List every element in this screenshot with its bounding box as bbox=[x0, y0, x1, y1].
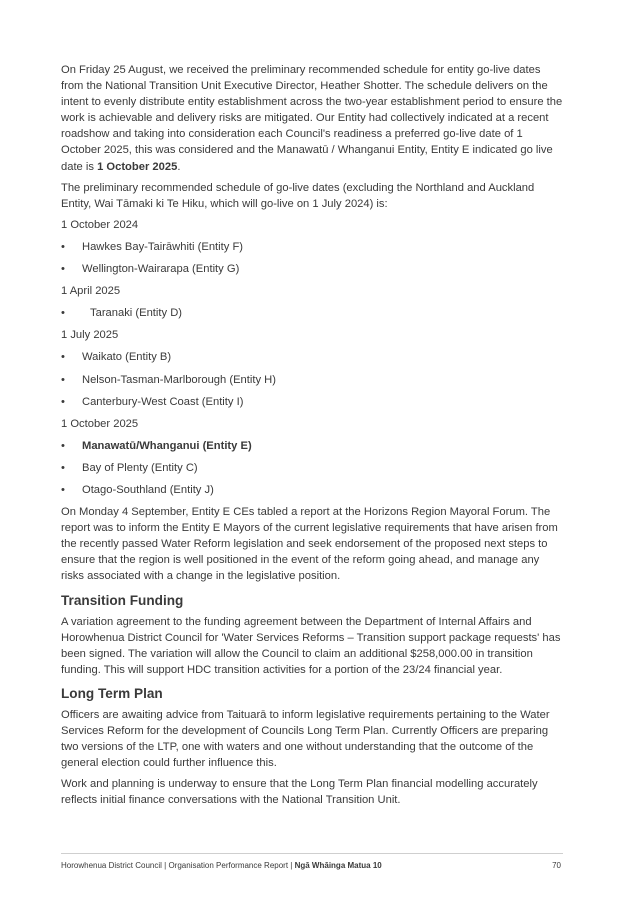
entity-name: Taranaki (Entity D) bbox=[90, 307, 183, 320]
bullet-icon: • bbox=[61, 307, 65, 320]
bullet-icon: • bbox=[61, 483, 65, 496]
footer-section-title: Ngā Whāinga Matua 10 bbox=[294, 861, 382, 870]
schedule-date: 1 April 2025 bbox=[61, 285, 121, 298]
list-item bbox=[61, 438, 563, 454]
list-item bbox=[61, 460, 563, 476]
bullet-icon: • bbox=[61, 395, 65, 408]
transition-funding-paragraph: A variation agreement to the funding agreement between the Department of Internal Affairs and Horowhenua District Council for 'Water Services Reforms – Transition support package requests' has been signed. The variation will allow the Council to claim an additional $258,000.00 in transition funding. This will support HDC transition activities for a portion of the 23/24 financial year. bbox=[61, 615, 561, 676]
entity-list bbox=[61, 349, 563, 409]
entity-name-highlighted: Manawatū/Whanganui (Entity E) bbox=[82, 439, 252, 452]
list-item bbox=[61, 305, 563, 321]
long-term-plan-paragraph-1: Officers are awaiting advice from Taituarā to inform legislative requirements pertaining to the Water Services Reform for the development of Councils Long Term Plan. Currently Officers are preparing two versions of the LTP, one with waters and one without understanding that the outcome of the general election could further influence this. bbox=[61, 708, 550, 770]
mayoral-forum-paragraph: On Monday 4 September, Entity E CEs tabled a report at the Horizons Region Mayoral Forum. The report was to inform the Entity E Mayors of the current legislative requirements that have arisen from the recently passed Water Reform legislation and seek endorsement of the proposed next steps to ensure that the region is well positioned in the event of the reform going ahead, and manage any risks associated with a change in the legislative position. bbox=[61, 506, 558, 583]
page-number: 70 bbox=[552, 861, 561, 870]
footer-report-title: Horowhenua District Council | Organisation Performance Report | bbox=[61, 861, 295, 870]
entity-list bbox=[61, 438, 563, 498]
entity-name: Otago-Southland (Entity J) bbox=[82, 483, 214, 496]
entity-name: Canterbury-West Coast (Entity I) bbox=[82, 395, 244, 408]
page-footer bbox=[61, 861, 563, 871]
bullet-icon: • bbox=[61, 263, 65, 276]
entity-name: Wellington-Wairarapa (Entity G) bbox=[82, 263, 240, 276]
intro-paragraph bbox=[61, 62, 563, 175]
bullet-icon: • bbox=[61, 439, 65, 452]
footer-divider bbox=[61, 853, 563, 854]
list-item bbox=[61, 349, 563, 365]
list-item bbox=[61, 482, 563, 498]
entity-name: Waikato (Entity B) bbox=[82, 351, 172, 364]
bullet-icon: • bbox=[61, 240, 65, 253]
bullet-icon: • bbox=[61, 461, 65, 474]
intro-text: On Friday 25 August, we received the preliminary recommended schedule for entity go-live dates from the National Transition Unit Executive Director, Heather Shotter. The schedule delivers on the intent to evenly distribute entity establishment across the two-year establishment period to ensure the work is achievable and delivery risks are mitigated. Our Entity had collectively indicated at a recent roadshow and taking into consideration each Council's readiness a preferred go-live date of 1 October 2025, this was considered and the Manawatū / Whanganui Entity, Entity E indicated go live date is bbox=[61, 64, 563, 173]
intro-go-live-date: 1 October 2025 bbox=[97, 160, 178, 173]
intro-text-end: . bbox=[177, 160, 181, 173]
schedule-date: 1 October 2024 bbox=[61, 218, 139, 231]
list-item bbox=[61, 239, 563, 255]
entity-list bbox=[61, 239, 563, 277]
entity-name: Hawkes Bay-Tairāwhiti (Entity F) bbox=[82, 240, 244, 253]
entity-list bbox=[61, 305, 563, 321]
schedule-date: 1 July 2025 bbox=[61, 329, 119, 342]
list-item bbox=[61, 372, 563, 388]
bullet-icon: • bbox=[61, 351, 65, 364]
list-item bbox=[61, 394, 563, 410]
list-item bbox=[61, 261, 563, 277]
section-heading-long-term-plan: Long Term Plan bbox=[61, 685, 163, 701]
entity-name: Bay of Plenty (Entity C) bbox=[82, 461, 198, 474]
long-term-plan-paragraph-2: Work and planning is underway to ensure that the Long Term Plan financial modelling accurately reflects initial finance conversations with the National Transition Unit. bbox=[61, 778, 538, 807]
schedule-intro-paragraph: The preliminary recommended schedule of go-live dates (excluding the Northland and Auckland Entity, Wai Tāmaki ki Te Hiku, which will go-live on 1 July 2024) is: bbox=[61, 181, 535, 210]
document-body bbox=[61, 62, 563, 813]
bullet-icon: • bbox=[61, 373, 65, 386]
section-heading-transition-funding: Transition Funding bbox=[61, 592, 184, 608]
entity-name: Nelson-Tasman-Marlborough (Entity H) bbox=[82, 373, 276, 386]
schedule-date: 1 October 2025 bbox=[61, 417, 139, 430]
